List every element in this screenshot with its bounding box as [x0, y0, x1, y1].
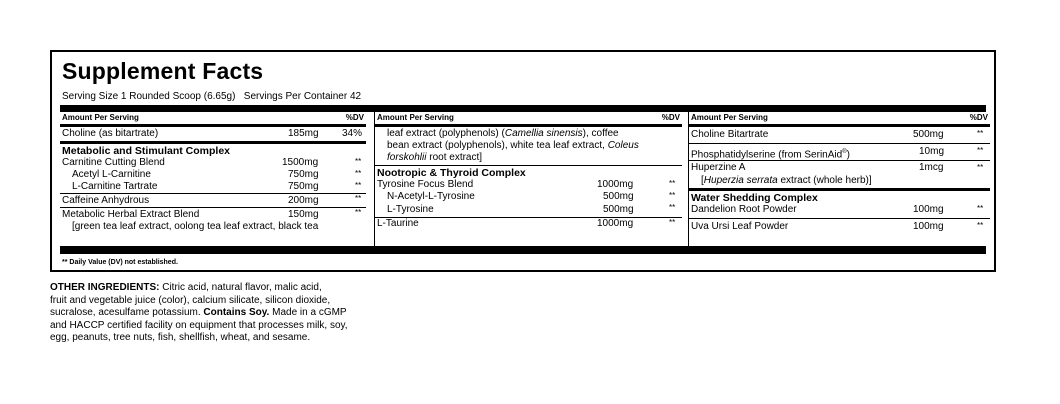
servings-per-container: Servings Per Container 42: [243, 91, 362, 102]
header-amount: Amount Per Serving: [62, 113, 139, 122]
herbal-blend-description: [green tea leaf extract, oolong tea leaf extract, black tea: [72, 221, 319, 232]
serving-size: Serving Size 1 Rounded Scoop (6.65g): [62, 91, 236, 102]
row-uva-ursi: Uva Ursi Leaf Powder 100mg **: [691, 221, 984, 232]
column-header: Amount Per Serving %DV: [375, 112, 682, 127]
column-1: [60, 112, 366, 246]
dv-footnote: ** Daily Value (DV) not established.: [62, 259, 178, 266]
top-divider: [60, 105, 986, 112]
row-huperzine: Huperzine A 1mcg **: [691, 162, 984, 173]
row-taurine: L-Taurine 1000mg **: [377, 218, 676, 229]
row-herbal-blend: Metabolic Herbal Extract Blend 150mg **: [62, 208, 362, 220]
column-header: [60, 112, 366, 127]
column-3: [688, 112, 990, 246]
row-caffeine: Caffeine Anhydrous 200mg **: [60, 194, 366, 208]
herbal-blend-continued: leaf extract (polyphenols) (Camellia sinensis), coffee bean extract (polyphenols), white tea leaf extract, Coleus forskohlii root extract]: [375, 127, 682, 166]
bottom-divider: [60, 246, 986, 254]
panel-title: Supplement Facts: [62, 58, 264, 84]
row-nac-tyrosine: N-Acetyl-L-Tyrosine 500mg **: [387, 191, 676, 202]
row-dandelion: Dandelion Root Powder 100mg **: [689, 204, 990, 219]
other-ingredients-label: OTHER INGREDIENTS:: [50, 282, 160, 293]
column-header: Amount Per Serving %DV: [689, 112, 990, 127]
row-phosphatidylserine: Phosphatidylserine (from SerinAid®) 10mg **: [689, 144, 990, 161]
column-2: [374, 112, 682, 246]
section-nootropic: Nootropic & Thyroid Complex: [377, 167, 526, 179]
row-l-tyrosine: L-Tyrosine 500mg **: [375, 203, 682, 218]
supplement-facts-panel: [50, 50, 996, 272]
row-choline-bitartrate: Choline Bitartrate 500mg **: [689, 127, 990, 144]
section-water-shedding: Water Shedding Complex: [691, 192, 818, 204]
row-carnitine-blend: Carnitine Cutting Blend 1500mg **: [62, 157, 362, 168]
serving-info: [62, 91, 361, 102]
header-dv: %DV: [345, 113, 364, 122]
contains-soy: Contains Soy.: [203, 307, 270, 319]
huperzine-description: [Huperzia serrata extract (whole herb)]: [689, 175, 990, 191]
row-tyrosine-blend: Tyrosine Focus Blend 1000mg **: [377, 179, 676, 190]
section-metabolic: Metabolic and Stimulant Complex: [62, 145, 231, 157]
other-ingredients: OTHER INGREDIENTS: Citric acid, natural flavor, malic acid, fruit and vegetable juice (color), calcium silicate, silicon dioxide, sucralose, acesulfame potassium. Contains Soy. Made in a cGMP and HACCP certified facility on equipment that processes milk, soy, egg, peanuts, tree nuts, fish, shellfish, wheat, and sesame.: [50, 282, 348, 344]
row-choline: Choline (as bitartrate) 185mg 34%: [60, 127, 366, 144]
row-carnitine-tartrate: L-Carnitine Tartrate 750mg **: [60, 181, 366, 194]
row-acetyl-carnitine: Acetyl L-Carnitine 750mg **: [72, 169, 362, 180]
